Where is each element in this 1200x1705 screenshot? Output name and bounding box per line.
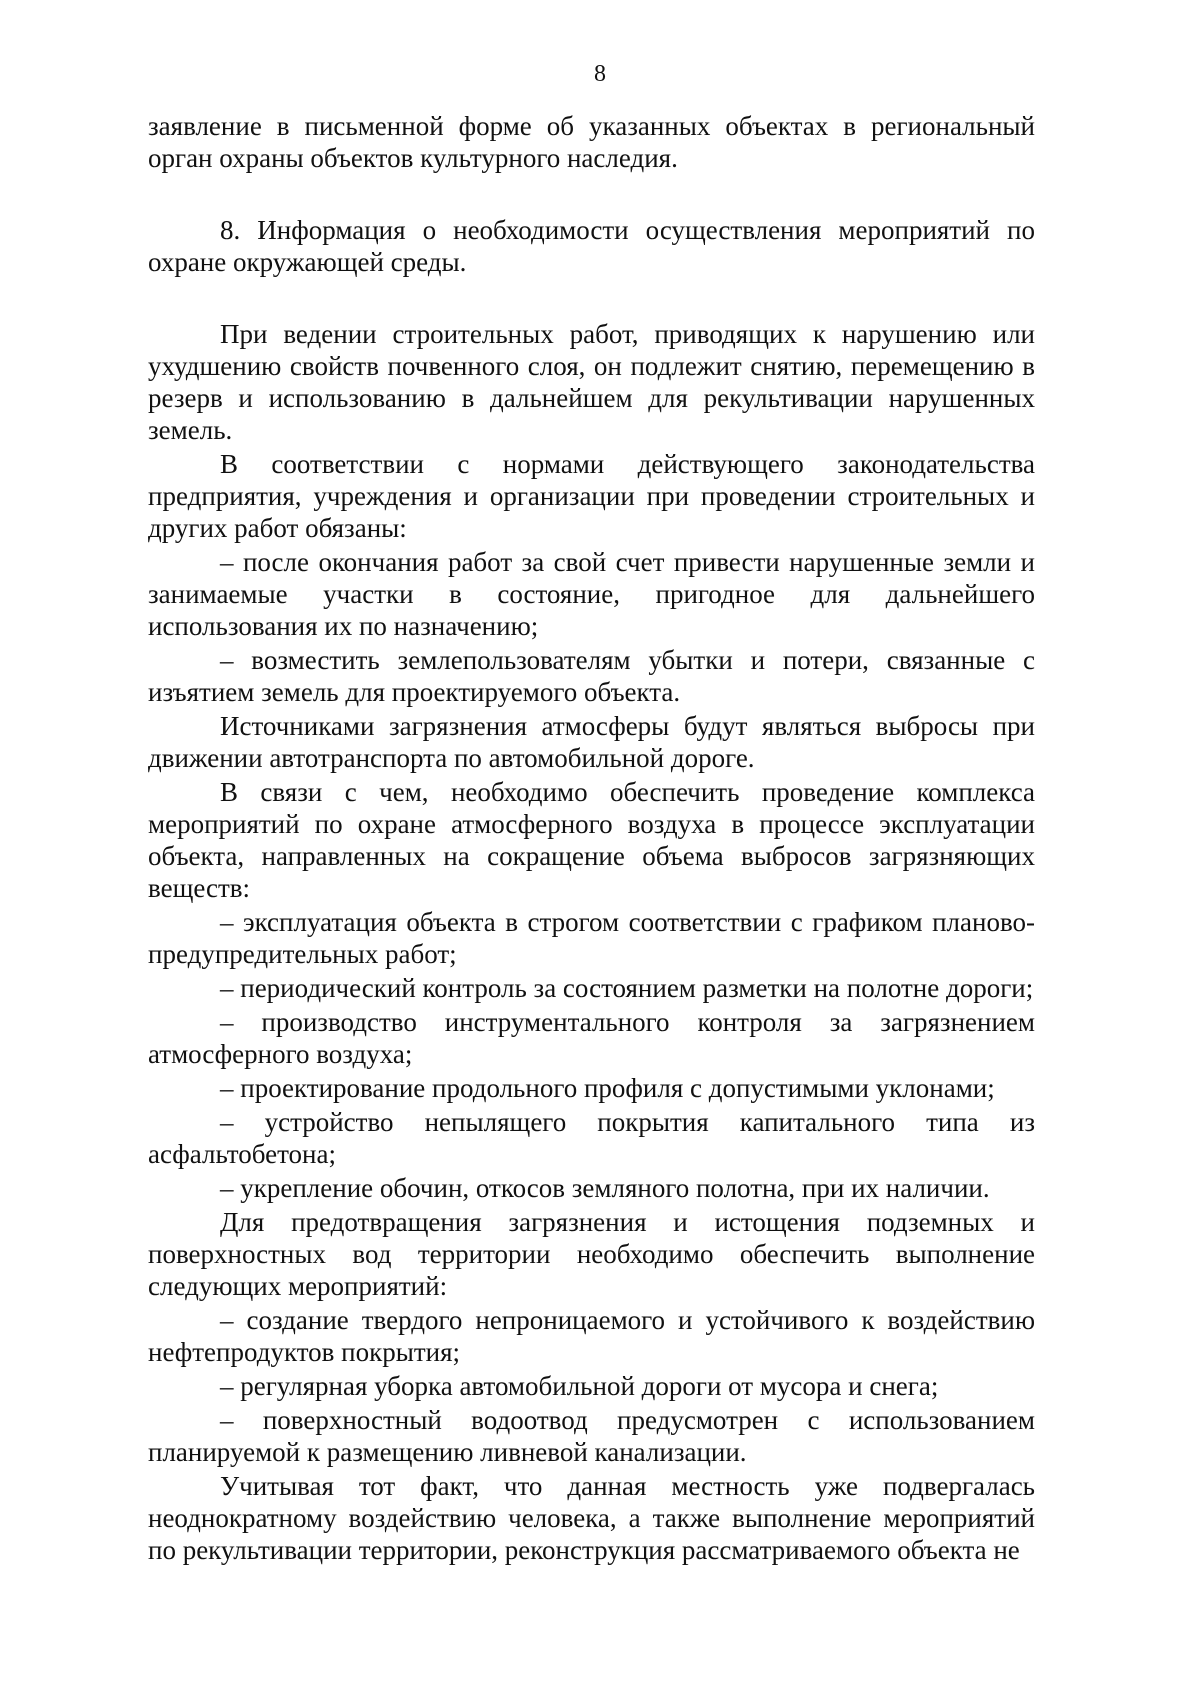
list-item: – возместить землепользователям убытки и потери, связанные с изъятием земель для проектируемого объекта. — [148, 645, 1035, 707]
page-number: 8 — [594, 61, 606, 87]
list-item: – укрепление обочин, откосов земляного полотна, при их наличии. — [220, 1173, 990, 1203]
paragraph: Источниками загрязнения атмосферы будут являться выбросы при движении автотранспорта по автомобильной дороге. — [148, 711, 1035, 773]
list-item: – проектирование продольного профиля с допустимыми уклонами; — [220, 1073, 995, 1103]
list-item: – после окончания работ за свой счет привести нарушенные земли и занимаемые участки в состояние, пригодное для дальнейшего использования их по назначению; — [148, 547, 1035, 641]
paragraph-continuation: заявление в письменной форме об указанных объектах в региональный орган охраны объектов культурного наследия. — [148, 111, 1035, 173]
list-item: – поверхностный водоотвод предусмотрен с использованием планируемой к размещению ливневой канализации. — [148, 1405, 1035, 1467]
section-heading-8: 8. Информация о необходимости осуществления мероприятий по охране окружающей среды. — [148, 215, 1035, 277]
list-item: – устройство непылящего покрытия капитального типа из асфальтобетона; — [148, 1107, 1035, 1169]
paragraph-continues: Учитывая тот факт, что данная местность уже подвергалась неоднократному воздействию человека, а также выполнение мероприятий по рекультивации территории, реконструкция рассматриваемого объекта не — [148, 1471, 1035, 1565]
list-item: – периодический контроль за состоянием разметки на полотне дороги; — [220, 973, 1034, 1003]
paragraph: При ведении строительных работ, приводящих к нарушению или ухудшению свойств почвенного слоя, он подлежит снятию, перемещению в резерв и использованию в дальнейшем для рекультивации нарушенных земель. — [148, 319, 1035, 445]
list-item: – производство инструментального контроля за загрязнением атмосферного воздуха; — [148, 1007, 1035, 1069]
paragraph: В связи с чем, необходимо обеспечить проведение комплекса мероприятий по охране атмосферного воздуха в процессе эксплуатации объекта, направленных на сокращение объема выбросов загрязняющих веществ: — [148, 777, 1035, 903]
document-body — [148, 110, 1035, 1566]
list-item: – эксплуатация объекта в строгом соответствии с графиком планово-предупредительных работ; — [148, 907, 1035, 969]
list-item: – создание твердого непроницаемого и устойчивого к воздействию нефтепродуктов покрытия; — [148, 1305, 1035, 1367]
paragraph: Для предотвращения загрязнения и истощения подземных и поверхностных вод территории необходимо обеспечить выполнение следующих мероприятий: — [148, 1207, 1035, 1301]
list-item: – регулярная уборка автомобильной дороги от мусора и снега; — [220, 1371, 939, 1401]
paragraph: В соответствии с нормами действующего законодательства предприятия, учреждения и организации при проведении строительных и других работ обязаны: — [148, 449, 1035, 543]
